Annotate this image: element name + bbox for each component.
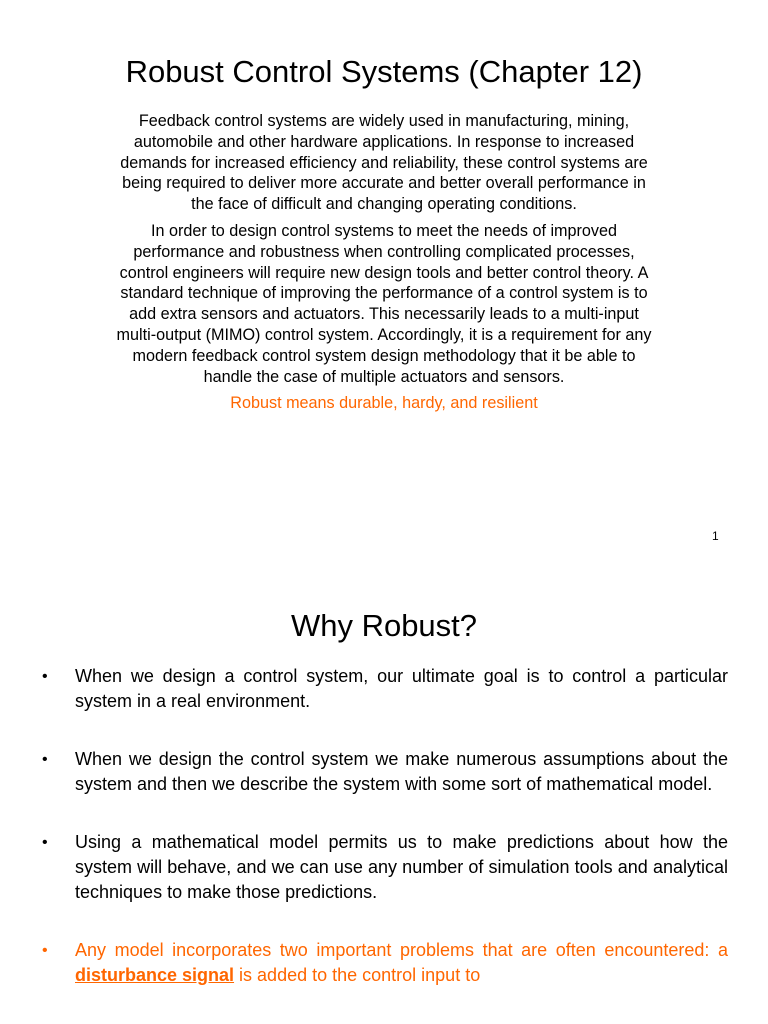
slide-1-body (114, 111, 654, 420)
design-paragraph: In order to design control systems to meet the needs of improved performance and robustness when controlling complicated processes, control engineers will require new design tools and better control theory. A standard technique of improving the performance of a control system is to add extra sensors and actuators. This necessarily leads to a multi-input multi-output (MIMO) control system. Accordingly, it is a requirement for any modern feedback control system design methodology that it be able to handle the case of multiple actuators and sensors. (116, 221, 652, 386)
bullet-marker: • (42, 751, 48, 768)
bullet-text-before: Any model incorporates two important problems that are often encountered: a (75, 940, 728, 960)
list-item (40, 747, 728, 797)
robust-definition: Robust means durable, hardy, and resilient (230, 394, 538, 413)
bullet-text: When we design a control system, our ultimate goal is to control a particular system in a real environment. (75, 666, 728, 711)
list-item (40, 830, 728, 905)
bullet-text: When we design the control system we make numerous assumptions about the system and then we describe the system with some sort of mathematical model. (75, 749, 728, 794)
intro-paragraph: Feedback control systems are widely used in manufacturing, mining, automobile and other hardware applications. In response to increased demands for increased efficiency and reliability, these control systems are being required to deliver more accurate and better overall performance in the face of difficult and changing operating conditions. (120, 112, 648, 214)
slide-number: 1 (712, 529, 719, 543)
slide-1-title: Robust Control Systems (Chapter 12) (125, 54, 643, 89)
bullet-marker: • (42, 942, 48, 959)
bullet-list (40, 664, 728, 1021)
slide-2-title: Why Robust? (290, 608, 478, 643)
bullet-marker: • (42, 834, 48, 851)
list-item (40, 664, 728, 714)
bullet-marker: • (42, 668, 48, 685)
disturbance-signal-term: disturbance signal (75, 965, 235, 985)
bullet-text: Using a mathematical model permits us to make predictions about how the system will behave, and we can use any number of simulation tools and analytical techniques to make those predictions. (75, 832, 728, 902)
list-item (40, 938, 728, 988)
slide-2 (0, 576, 768, 1024)
bullet-text-after: is added to the control input to (234, 965, 481, 985)
